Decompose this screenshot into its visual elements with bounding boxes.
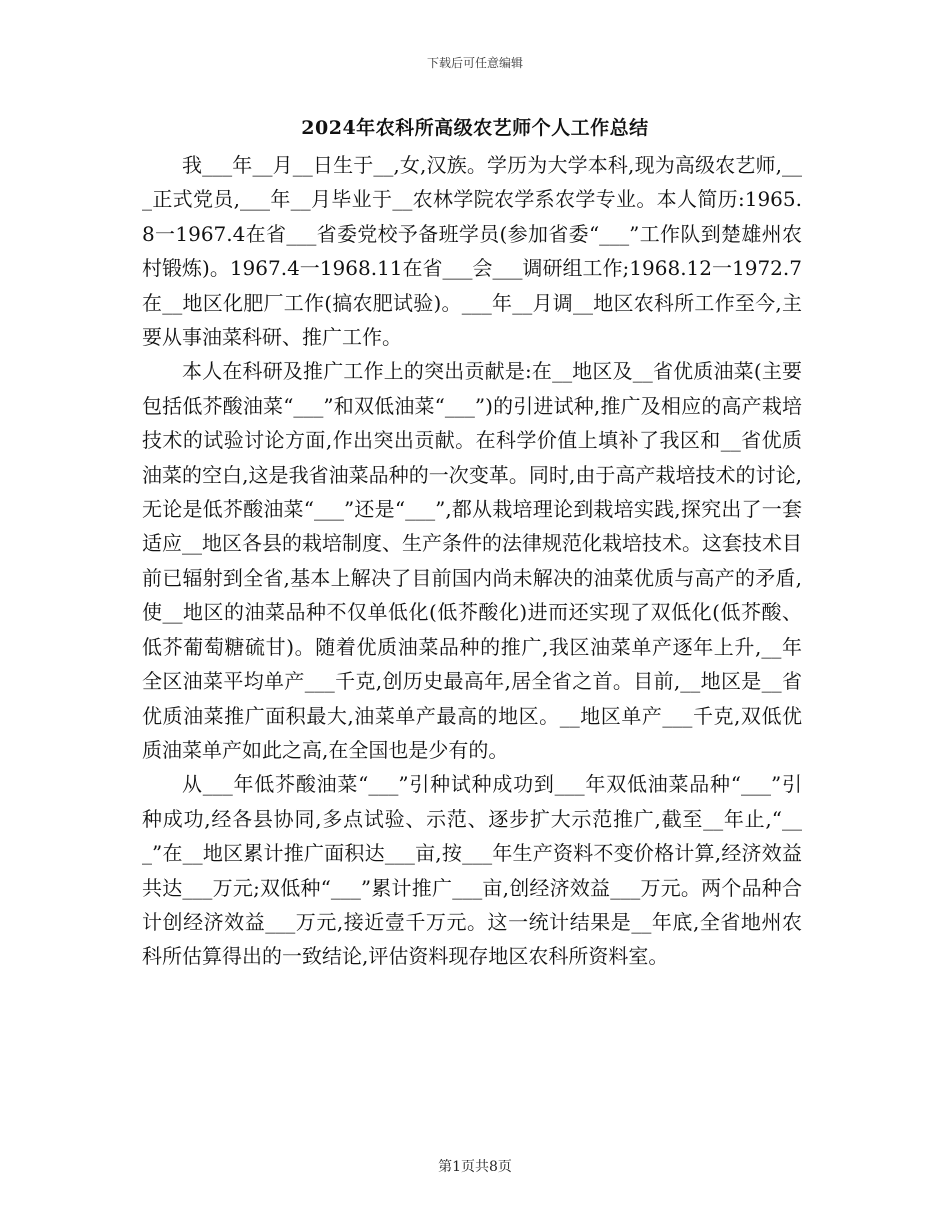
paragraph-2: 本人在科研及推广工作上的突出贡献是:在__地区及__省优质油菜(主要包括低芥酸油菜“___”和双低油菜“___”)的引进试种,推广及相应的高产栽培技术的试验讨论方面,作出突出贡献。在科学价值上填补了我区和__省优质油菜的空白,这是我省油菜品种的一次变革。同时,由于高产栽培技术的讨论,无论是低芥酸油菜“___”还是“___”,都从栽培理论到栽培实践,探究出了一套适应__地区各县的栽培制度、生产条件的法律规范化栽培技术。这套技术目前已辐射到全省,基本上解决了目前国内尚未解决的油菜优质与高产的矛盾,使__地区的油菜品种不仅单低化(低芥酸化)进而还实现了双低化(低芥酸、低芥葡萄糖硫甘)。随着优质油菜品种的推广,我区油菜单产逐年上升,__年全区油菜平均单产___千克,创历史最高年,居全省之首。目前,__地区是__省优质油菜推广面积最大,油菜单产最高的地区。__地区单产___千克,双低优质油菜单产如此之高,在全国也是少有的。 [142, 359, 802, 762]
header-note: 下载后可任意编辑 [426, 56, 523, 70]
document-title: 2024年农科所高级农艺师个人工作总结 [301, 117, 649, 139]
page-footer: 第1页共8页 [438, 1159, 512, 1175]
document-body [142, 148, 802, 974]
paragraph-1: 我___年__月__日生于__,女,汉族。学历为大学本科,现为高级农艺师,___正式党员,___年__月毕业于__农林学院农学系农学专业。本人简历:1965.8一1967.4在省___省委党校予备班学员(参加省委“___”工作队到楚雄州农村锻炼)。1967.4一1968.11在省___会___调研组工作;1968.12一1972.7在__地区化肥厂工作(搞农肥试验)。___年__月调__地区农科所工作至今,主要从事油菜科研、推广工作。 [142, 153, 802, 350]
paragraph-3: 从___年低芥酸油菜“___”引种试种成功到___年双低油菜品种“___”引种成功,经各县协同,多点试验、示范、逐步扩大示范推广,截至__年止,“___”在__地区累计推广面积达___亩,按___年生产资料不变价格计算,经济效益共达___万元;双低种“___”累计推广___亩,创经济效益___万元。两个品种合计创经济效益___万元,接近壹千万元。这一统计结果是__年底,全省地州农科所估算得出的一致结论,评估资料现存地区农科所资料室。 [142, 772, 802, 969]
